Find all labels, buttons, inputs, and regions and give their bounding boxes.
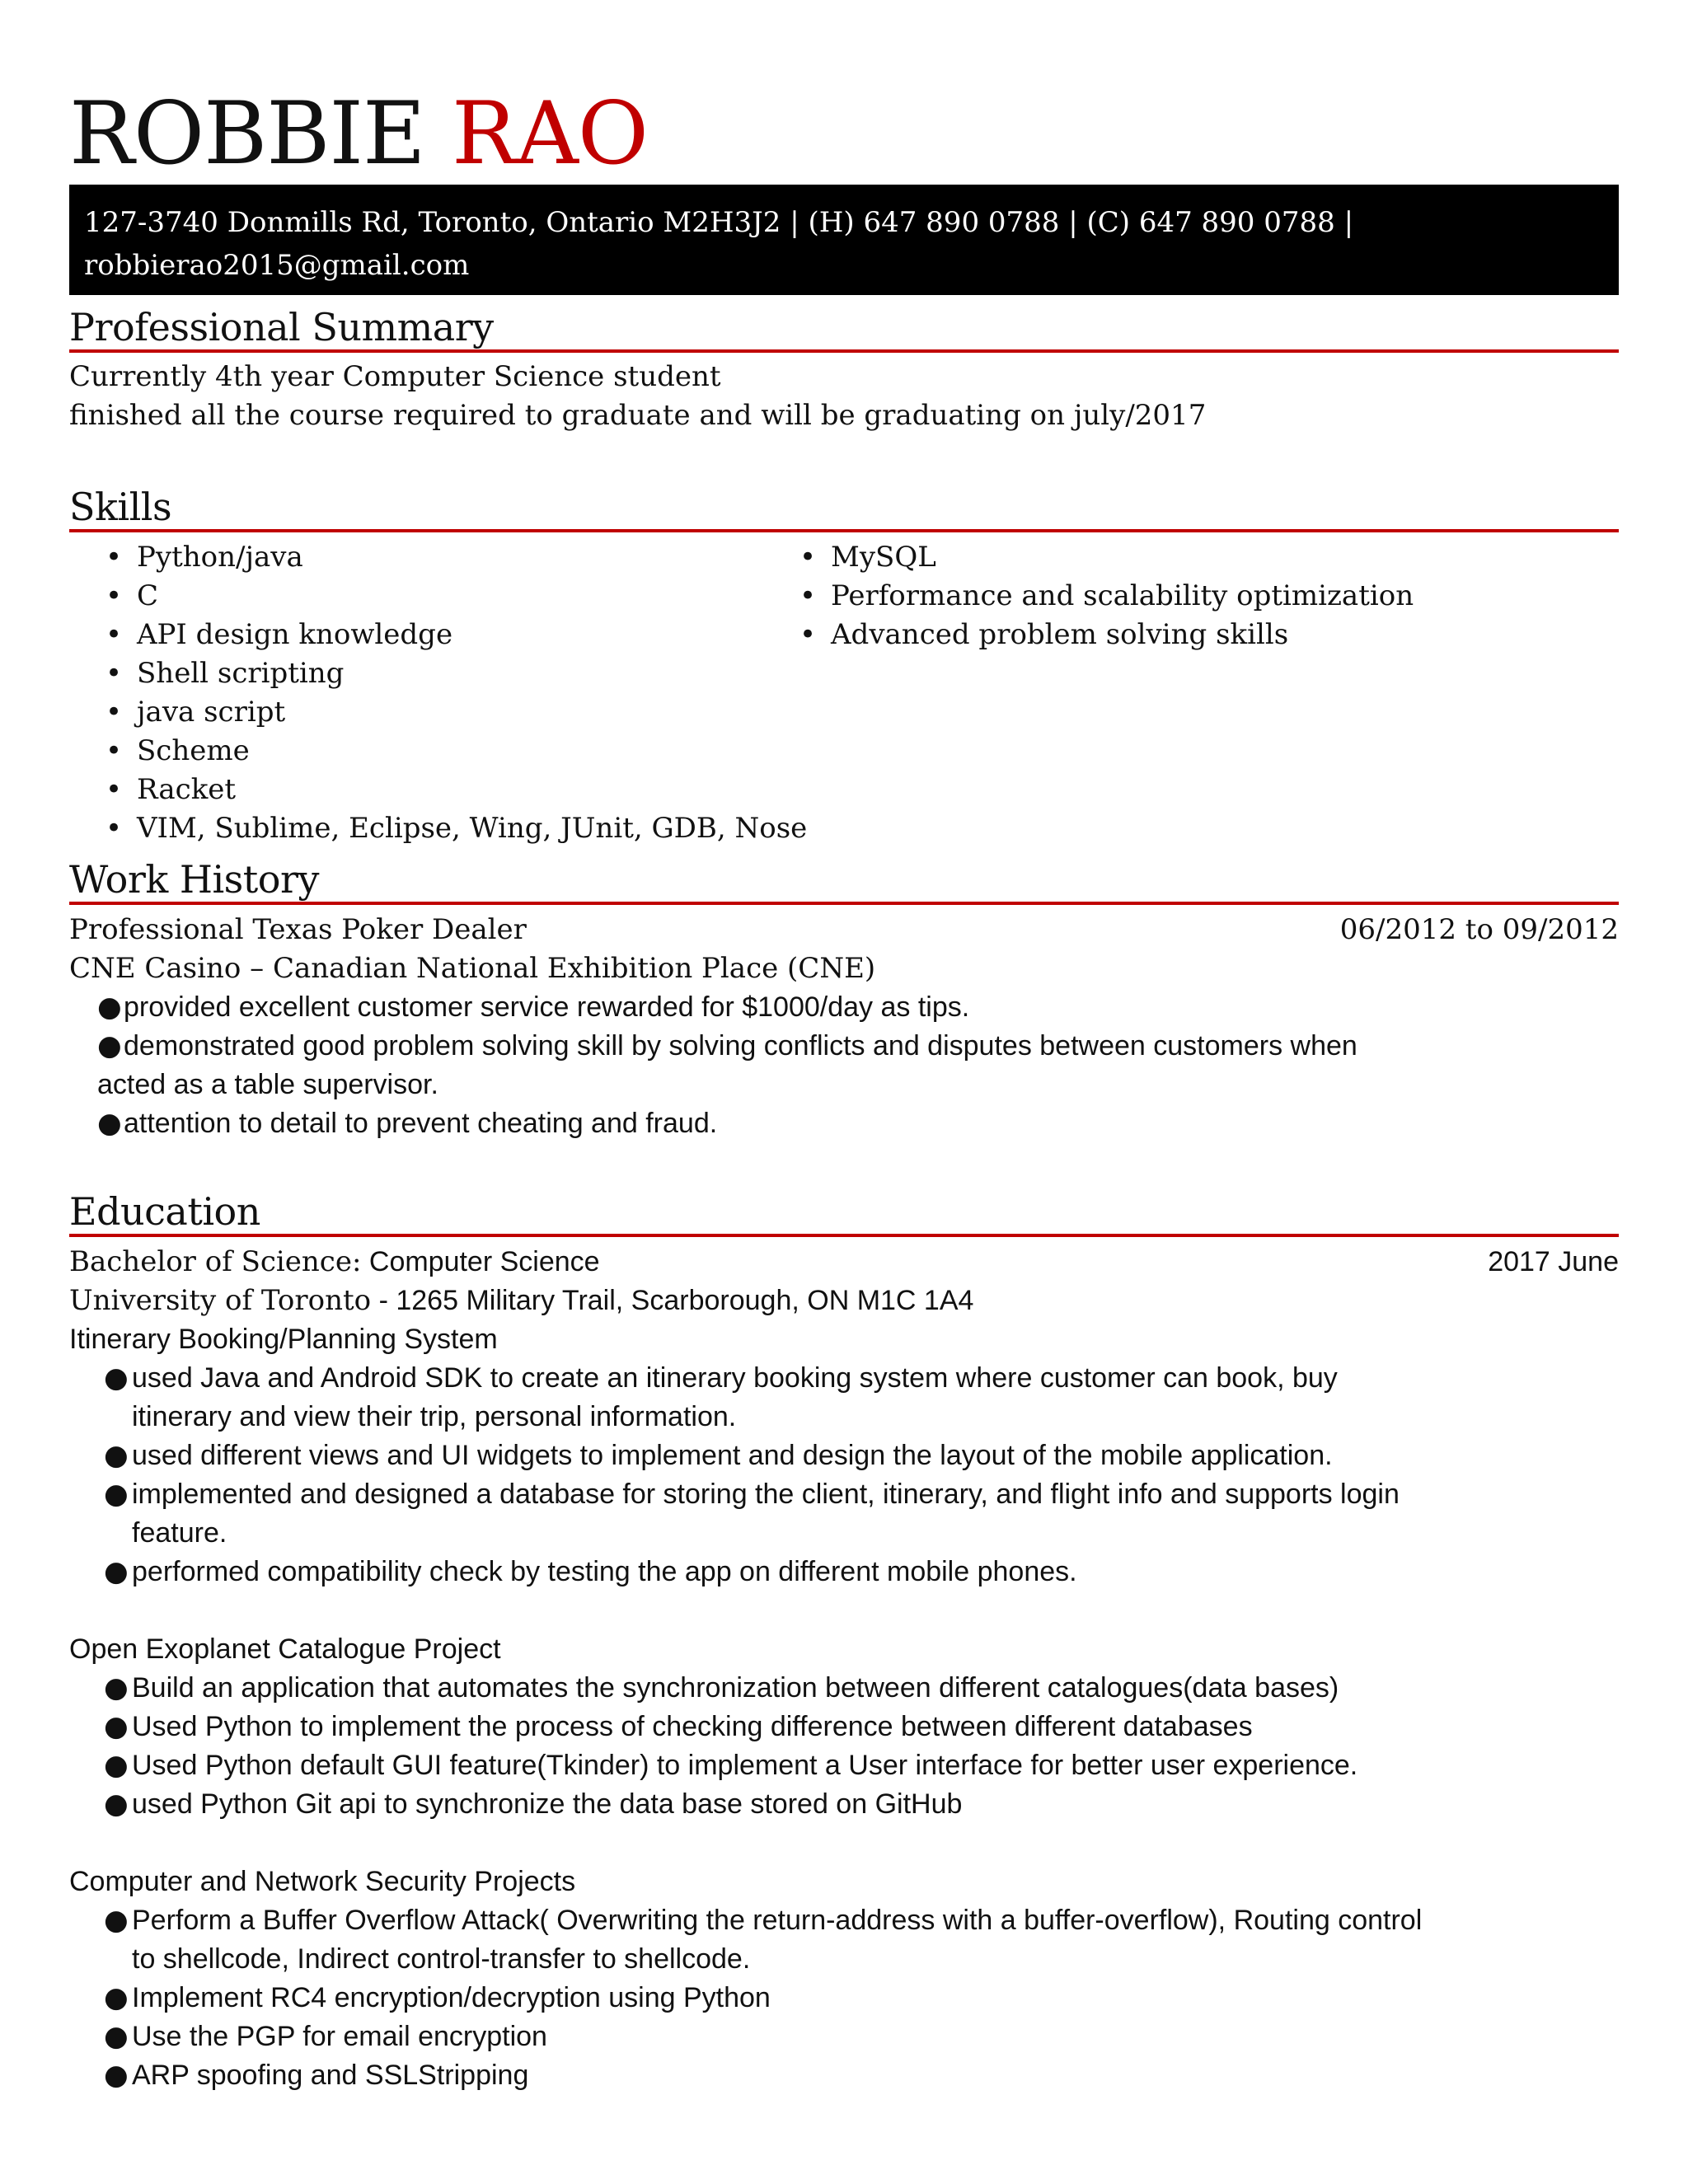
- graduation-date: 2017 June: [1488, 1246, 1619, 1277]
- skill-item: • Shell scripting: [106, 654, 807, 693]
- bullet-icon: ●: [104, 2059, 129, 2092]
- skill-item: • API design knowledge: [106, 616, 807, 654]
- skills-list-left: [106, 538, 807, 848]
- list-item: ● implemented and designed a database for storing the client, itinerary, and flight info and supports login feature.: [69, 1475, 1400, 1553]
- list-item: ● Perform a Buffer Overflow Attack( Overwriting the return-address with a buffer-overflow), Routing control to shellcode, Indirect control-transfer to shellcode.: [69, 1901, 1422, 1979]
- section-heading-education: Education: [69, 1193, 1619, 1237]
- first-name: ROBBIE: [69, 83, 425, 184]
- section-heading-summary: Professional Summary: [69, 308, 1619, 353]
- list-item: ● demonstrated good problem solving skill by solving conflicts and disputes between customers when: [69, 1027, 1357, 1066]
- job-employer: CNE Casino – Canadian National Exhibition Place (CNE): [69, 952, 876, 985]
- list-item: ● used Java and Android SDK to create an itinerary booking system where customer can book, buy itinerary and view their trip, personal information.: [69, 1359, 1400, 1436]
- list-item: ● Use the PGP for email encryption: [69, 2018, 1422, 2056]
- job-duties: [69, 988, 1357, 1143]
- skill-item: • Performance and scalability optimization: [799, 577, 1414, 616]
- skill-item: • Advanced problem solving skills: [799, 616, 1414, 654]
- summary-line: Currently 4th year Computer Science student: [69, 360, 721, 393]
- bullet-icon: ●: [104, 1439, 129, 1472]
- list-item: ● performed compatibility check by testing the app on different mobile phones.: [69, 1553, 1400, 1591]
- skill-item: • C: [106, 577, 807, 616]
- bullet-icon: ●: [104, 1981, 129, 2014]
- skills-list-right: [799, 538, 1414, 654]
- project-bullets: [69, 1901, 1422, 2095]
- skill-item: • Racket: [106, 771, 807, 809]
- list-item: ● Used Python to implement the process of checking difference between different databases: [69, 1708, 1357, 1746]
- last-name: RAO: [451, 83, 648, 184]
- bullet-icon: ●: [97, 1029, 122, 1062]
- bullet-icon: ●: [104, 1671, 129, 1704]
- list-item: ● Build an application that automates the synchronization between different catalogues(data bases): [69, 1669, 1357, 1708]
- bullet-icon: ●: [104, 1478, 129, 1511]
- list-item: ● used different views and UI widgets to implement and design the layout of the mobile application.: [69, 1436, 1400, 1475]
- project-bullets: [69, 1359, 1400, 1591]
- bullet-icon: ●: [104, 1361, 129, 1394]
- section-heading-work: Work History: [69, 860, 1619, 905]
- list-item-continuation: acted as a table supervisor.: [97, 1069, 438, 1100]
- contact-email: robbierao2015@gmail.com: [84, 249, 470, 282]
- summary-line: finished all the course required to graduate and will be graduating on july/2017: [69, 399, 1207, 432]
- skill-item: • java script: [106, 693, 807, 732]
- project-title: Computer and Network Security Projects: [69, 1866, 576, 1897]
- contact-bar: [69, 185, 1619, 295]
- list-item: ● provided excellent customer service rewarded for $1000/day as tips.: [69, 988, 1357, 1027]
- project-bullets: [69, 1669, 1357, 1824]
- section-heading-skills: Skills: [69, 488, 1619, 532]
- job-dates: 06/2012 to 09/2012: [1339, 913, 1619, 946]
- list-item: ● used Python Git api to synchronize the data base stored on GitHub: [69, 1785, 1357, 1824]
- bullet-icon: ●: [104, 1710, 129, 1743]
- project-title: Itinerary Booking/Planning System: [69, 1324, 498, 1355]
- bullet-icon: ●: [104, 1749, 129, 1782]
- bullet-icon: ●: [104, 1555, 129, 1588]
- skill-item: • Python/java: [106, 538, 807, 577]
- skill-item: • Scheme: [106, 732, 807, 771]
- list-item: ● attention to detail to prevent cheating and fraud.: [69, 1104, 1357, 1143]
- bullet-icon: ●: [97, 991, 122, 1024]
- candidate-name: [69, 83, 648, 184]
- contact-address-phones: 127-3740 Donmills Rd, Toronto, Ontario M2H3J2 | (H) 647 890 0788 | (C) 647 890 0788 |: [84, 206, 1354, 239]
- list-item: ● Used Python default GUI feature(Tkinder) to implement a User interface for better user experience.: [69, 1746, 1357, 1785]
- skill-item: • VIM, Sublime, Eclipse, Wing, JUnit, GDB, Nose: [106, 809, 807, 848]
- job-title: Professional Texas Poker Dealer: [69, 913, 527, 946]
- school: University of Toronto - 1265 Military Trail, Scarborough, ON M1C 1A4: [69, 1284, 974, 1317]
- list-item: ● ARP spoofing and SSLStripping: [69, 2056, 1422, 2095]
- bullet-icon: ●: [97, 1107, 122, 1140]
- skill-item: • MySQL: [799, 538, 1414, 577]
- bullet-icon: ●: [104, 1904, 129, 1937]
- bullet-icon: ●: [104, 2020, 129, 2053]
- list-item: ● Implement RC4 encryption/decryption using Python: [69, 1979, 1422, 2018]
- project-title: Open Exoplanet Catalogue Project: [69, 1633, 501, 1665]
- degree: Bachelor of Science: Computer Science: [69, 1245, 600, 1278]
- bullet-icon: ●: [104, 1788, 129, 1821]
